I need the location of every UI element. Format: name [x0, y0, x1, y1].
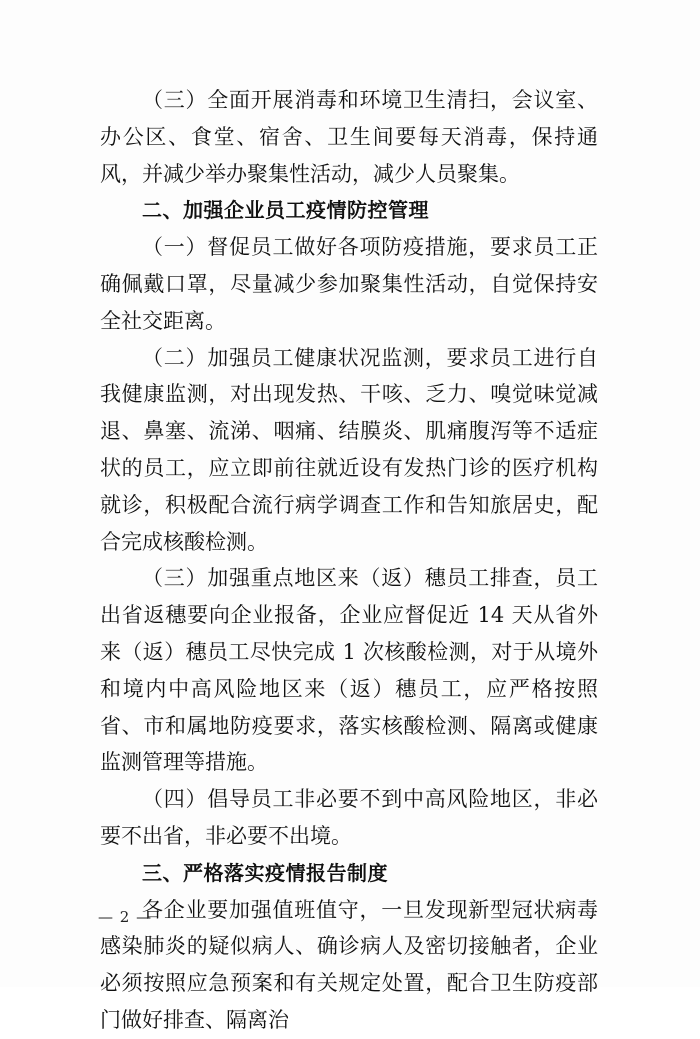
- paragraph-returning-staff: （三）加强重点地区来（返）穗员工排查，员工出省返穗要向企业报备，企业应督促近 14 天从省外来（返）穗员工尽快完成 1 次核酸检测，对于从境外和境内中高风险地区来（返）穗员工，应严格按照省、市和属地防疫要求，落实核酸检测、隔离或健康监测管理等措施。: [100, 566, 598, 775]
- paragraph-reporting: 各企业要加强值班值守，一旦发现新型冠状病毒感染肺炎的疑似病人、确诊病人及密切接触者，企业必须按照应急预案和有关规定处置，配合卫生防疫部门做好排查、隔离治: [100, 897, 598, 1032]
- paragraph-masks: （一）督促员工做好各项防疫措施，要求员工正确佩戴口罩，尽量减少参加聚集性活动，自觉保持安全社交距离。: [100, 235, 598, 333]
- document-body: [100, 82, 598, 1039]
- paragraph-health-monitoring: （二）加强员工健康状况监测，要求员工进行自我健康监测，对出现发热、干咳、乏力、嗅觉味觉减退、鼻塞、流涕、咽痛、结膜炎、肌痛腹泻等不适症状的员工，应立即前往就近设有发热门诊的医疗机构就诊，积极配合流行病学调查工作和告知旅居史，配合完成核酸检测。: [100, 345, 598, 554]
- section-heading-3: 三、严格落实疫情报告制度: [142, 860, 388, 885]
- page-number: — 2 —: [98, 908, 153, 926]
- section-heading-2: 二、加强企业员工疫情防控管理: [142, 198, 429, 223]
- paragraph-travel-advice: （四）倡导员工非必要不到中高风险地区，非必要不出省，非必要不出境。: [100, 787, 598, 848]
- paragraph-disinfection: （三）全面开展消毒和环境卫生清扫，会议室、办公区、食堂、宿舍、卫生间要每天消毒，保持通风，并减少举办聚集性活动，减少人员聚集。: [100, 88, 598, 186]
